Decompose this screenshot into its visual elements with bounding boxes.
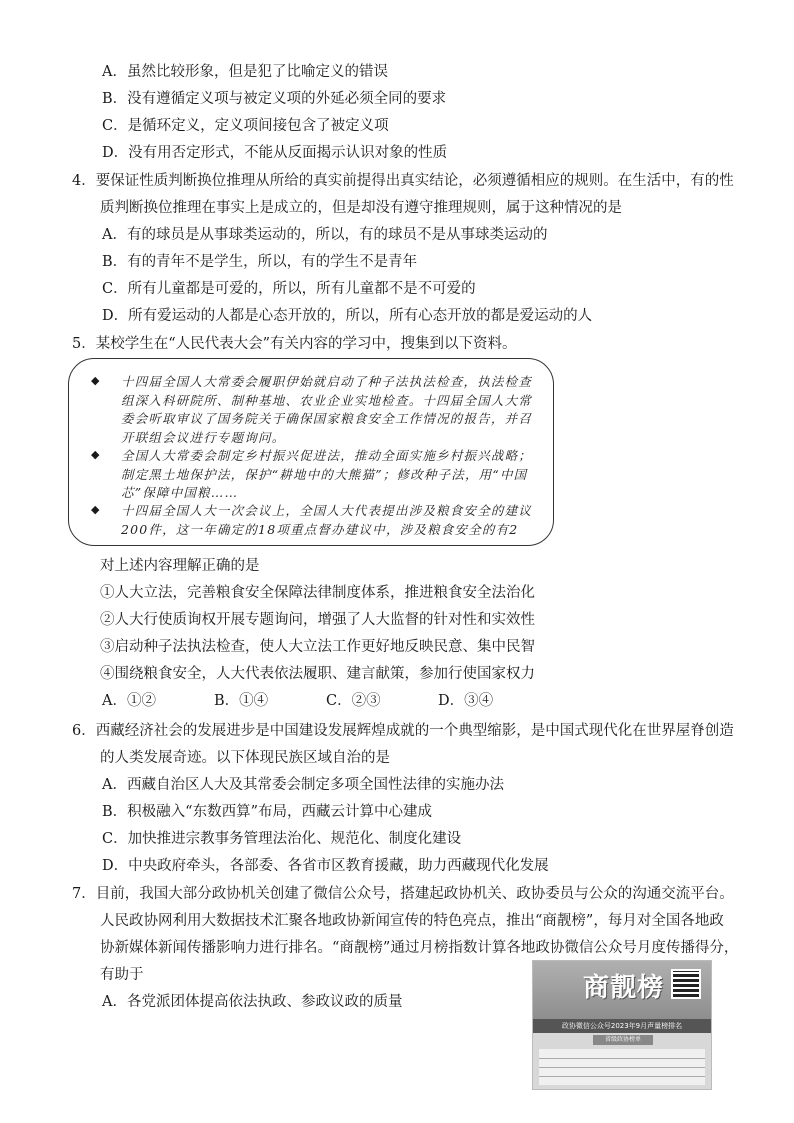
q5-statement-3: ③启动种子法执法检查，使人大立法工作更好地反映民意、集中民智 [100, 639, 535, 655]
q5-stem: 5．某校学生在“人民代表大会”有关内容的学习中，搜集到以下资料。 [72, 336, 517, 352]
diamond-bullet-icon: ◆ [91, 374, 100, 387]
q7-option-a: A．各党派团体提高依法执政、参政议政的质量 [102, 994, 403, 1010]
q5-statement-4: ④围绕粮食安全，人大代表依法履职、建言献策，参加行使国家权力 [100, 666, 535, 682]
q6-option-c: C．加快推进宗教事务管理法治化、规范化、制度化建设 [102, 831, 462, 847]
q5-statement-1: ①人大立法，完善粮食安全保障法律制度体系，推进粮食安全法治化 [100, 585, 535, 601]
q5-choice-c: C．②③ [326, 693, 381, 709]
q4-option-c: C．所有儿童都是可爱的，所以，所有儿童都不是不可爱的 [102, 281, 476, 297]
q5-choice-a: A．①② [102, 693, 156, 709]
q3-option-c: C．是循环定义，定义项间接包含了被定义项 [102, 118, 389, 134]
q5-material-box [68, 358, 554, 546]
q7-stem-line4: 有助于 [100, 967, 144, 983]
q4-stem-line1: 4．要保证性质判断换位推理从所给的真实前提得出真实结论，必须遵循相应的规则。在生活中，有的性 [72, 173, 734, 189]
q5-material-text: 十四届全国人大一次会议上，全国人大代表提出涉及粮食安全的建议200件，这一年确定的18项重点督办建议中，涉及粮食安全的有2 [121, 503, 533, 537]
table-rule [539, 1067, 705, 1068]
q7-stem-line1: 7．目前，我国大部分政协机关创建了微信公众号，搭建起政协机关、政协委员与公众的沟通交流平台。 [72, 886, 734, 902]
q6-option-b: B．积极融入“东数西算”布局，西藏云计算中心建成 [102, 804, 432, 820]
qr-code-icon [671, 969, 701, 999]
table-rule [539, 1076, 705, 1077]
thumbnail-table [539, 1049, 705, 1085]
diamond-bullet-icon: ◆ [91, 503, 100, 516]
q5-prompt: 对上述内容理解正确的是 [100, 558, 260, 574]
q4-stem-line2: 质判断换位推理在事实上是成立的，但是却没有遵守推理规则，属于这种情况的是 [100, 200, 622, 216]
table-rule [539, 1058, 705, 1059]
q7-stem-line2: 人民政协网利用大数据技术汇聚各地政协新闻宣传的特色亮点，推出“商靓榜”，每月对全国各地政 [100, 913, 724, 929]
q7-stem-line3: 协新媒体新闻传播影响力进行排名。“商靓榜”通过月榜指数计算各地政协微信公众号月度传播得分， [100, 940, 739, 956]
diamond-bullet-icon: ◆ [91, 448, 100, 461]
q5-statement-2: ②人大行使质询权开展专题询问，增强了人大监督的针对性和实效性 [100, 612, 535, 628]
q5-material-text: 全国人大常委会制定乡村振兴促进法，推动全面实施乡村振兴战略；制定黑土地保护法，保护“耕地中的大熊猫”；修改种子法，用“中国芯”保障中国粮…… [121, 448, 533, 500]
q5-material-text: 十四届全国人大常委会履职伊始就启动了种子法执法检查，执法检查组深入科研院所、制种基地、农业企业实地检查。十四届全国人大常委会听取审议了国务院关于确保国家粮食安全工作情况的报告，并召开联组会议进行专题询问。 [121, 374, 533, 445]
q6-option-a: A．西藏自治区人大及其常委会制定多项全国性法律的实施办法 [102, 777, 504, 793]
q6-stem-line1: 6．西藏经济社会的发展进步是中国建设发展辉煌成就的一个典型缩影，是中国式现代化在世界屋脊创造 [72, 723, 734, 739]
q4-option-b: B．有的青年不是学生，所以，有的学生不是青年 [102, 254, 418, 270]
q5-choice-b: B．①④ [214, 693, 269, 709]
q5-choice-d: D．③④ [438, 693, 494, 709]
q3-option-a: A．虽然比较形象，但是犯了比喻定义的错误 [102, 64, 388, 80]
q6-stem-line2: 的人类发展奇迹。以下体现民族区域自治的是 [100, 750, 390, 766]
q6-option-d: D．中央政府牵头，各部委、各省市区教育援藏，助力西藏现代化发展 [102, 858, 549, 874]
q4-option-a: A．有的球员是从事球类运动的，所以，有的球员不是从事球类运动的 [102, 227, 548, 243]
thumbnail-subtitle: 政协微信公众号2023年9月声量榜排名 [533, 1019, 711, 1033]
thumbnail-tag: 省级政协榜单 [593, 1035, 653, 1045]
q3-option-b: B．没有遵循定义项与被定义项的外延必须全同的要求 [102, 91, 447, 107]
q3-option-d: D．没有用否定形式，不能从反面揭示认识对象的性质 [102, 145, 448, 161]
thumbnail-title: 商靓榜 [583, 973, 665, 1003]
ranking-thumbnail-image [532, 960, 712, 1090]
q4-option-d: D．所有爱运动的人都是心态开放的，所以，所有心态开放的都是爱运动的人 [102, 308, 593, 324]
q5-choices [102, 691, 493, 711]
